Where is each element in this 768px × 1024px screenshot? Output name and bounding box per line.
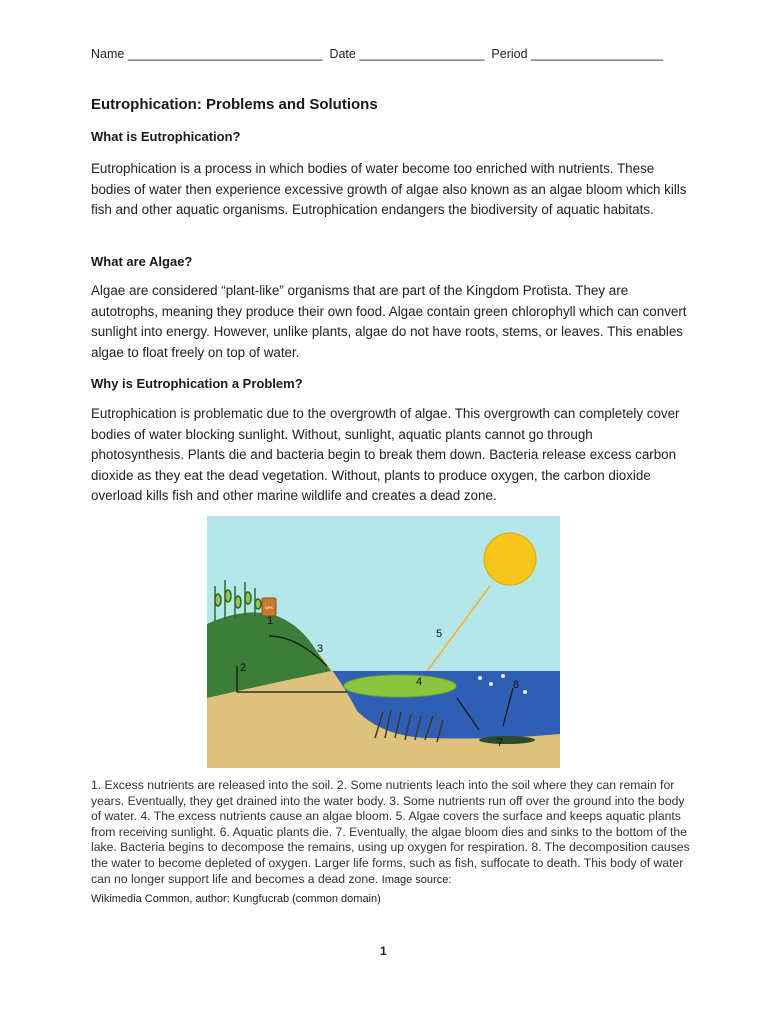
section-heading-what-is: What is Eutrophication? [91, 129, 241, 144]
eutrophication-diagram [207, 516, 560, 768]
date-label: Date [329, 47, 356, 61]
diagram-label-7: 7 [497, 737, 504, 749]
period-blank[interactable]: ___________________ [531, 47, 664, 61]
caption-text: 1. Excess nutrients are released into the soil. 2. Some nutrients leach into the soil where they can remain for years. Eventually, they get drained into the water body. 3. Some nutrients run off over the ground into the body of water. 4. The excess nutrients cause an algae bloom. 5. Algae covers the surface and keeps aquatic plants from receiving sunlight. 6. Aquatic plants die. 7. Eventually, the algae bloom dies and sinks to the bottom of the lake. Bacteria begins to decompose the remains, using up oxygen for respiration. 8. The decomposition causes the water to become depleted of oxygen. Larger life forms, such as fish, suffocate to death. This body of water can no longer support life and becomes a dead zone. [91, 778, 690, 886]
name-label: Name [91, 47, 125, 61]
diagram-label-1: 1 [267, 615, 274, 627]
section-heading-problem: Why is Eutrophication a Problem? [91, 376, 303, 391]
name-blank[interactable]: ____________________________ [127, 47, 323, 61]
sediment-mound [479, 736, 535, 744]
diagram-label-3: 3 [317, 643, 324, 655]
page-title: Eutrophication: Problems and Solutions [91, 96, 378, 113]
diagram-label-4: 4 [416, 676, 423, 688]
image-source-label: Image source: [381, 873, 452, 886]
section-heading-algae: What are Algae? [91, 254, 193, 269]
period-label: Period [491, 47, 528, 61]
section-body-what-is: Eutrophication is a process in which bodies of water become too enriched with nutrients. These bodies of water then experience excessive growth of algae also known as an algae bloom which kills fish and other aquatic organisms. Eutrophication endangers the biodiversity of aquatic habitats. [91, 161, 687, 217]
algae-bloom [344, 675, 456, 697]
diagram-label-5: 5 [436, 628, 443, 640]
bag-label: NPK [264, 605, 274, 610]
student-info-line [91, 47, 691, 61]
diagram-label-8: 8 [513, 679, 520, 691]
figure-caption [91, 778, 691, 888]
fertilizer-bag-icon [262, 598, 276, 616]
sun-icon [484, 533, 536, 585]
date-blank[interactable]: __________________ [359, 47, 485, 61]
image-source-credit: Wikimedia Common, author: Kungfucrab (common domain) [91, 893, 381, 905]
page-number: 1 [380, 944, 387, 958]
section-body-algae: Algae are considered “plant-like” organisms that are part of the Kingdom Protista. They are autotrophs, meaning they produce their own food. Algae contain green chlorophyll which can convert sunlight into energy. However, unlike plants, algae do not have roots, stems, or leaves. This enables algae to float freely on top of water. [91, 283, 687, 360]
section-body-problem: Eutrophication is problematic due to the overgrowth of algae. This overgrowth can completely cover bodies of water blocking sunlight. Without, sunlight, aquatic plants cannot go through photosynthesis. Plants die and bacteria begin to break them down. Bacteria release excess carbon dioxide as they eat the dead vegetation. Without, plants to produce oxygen, the carbon dioxide overload kills fish and other marine wildlife and creates a dead zone. [91, 406, 680, 503]
diagram-label-2: 2 [240, 662, 247, 674]
